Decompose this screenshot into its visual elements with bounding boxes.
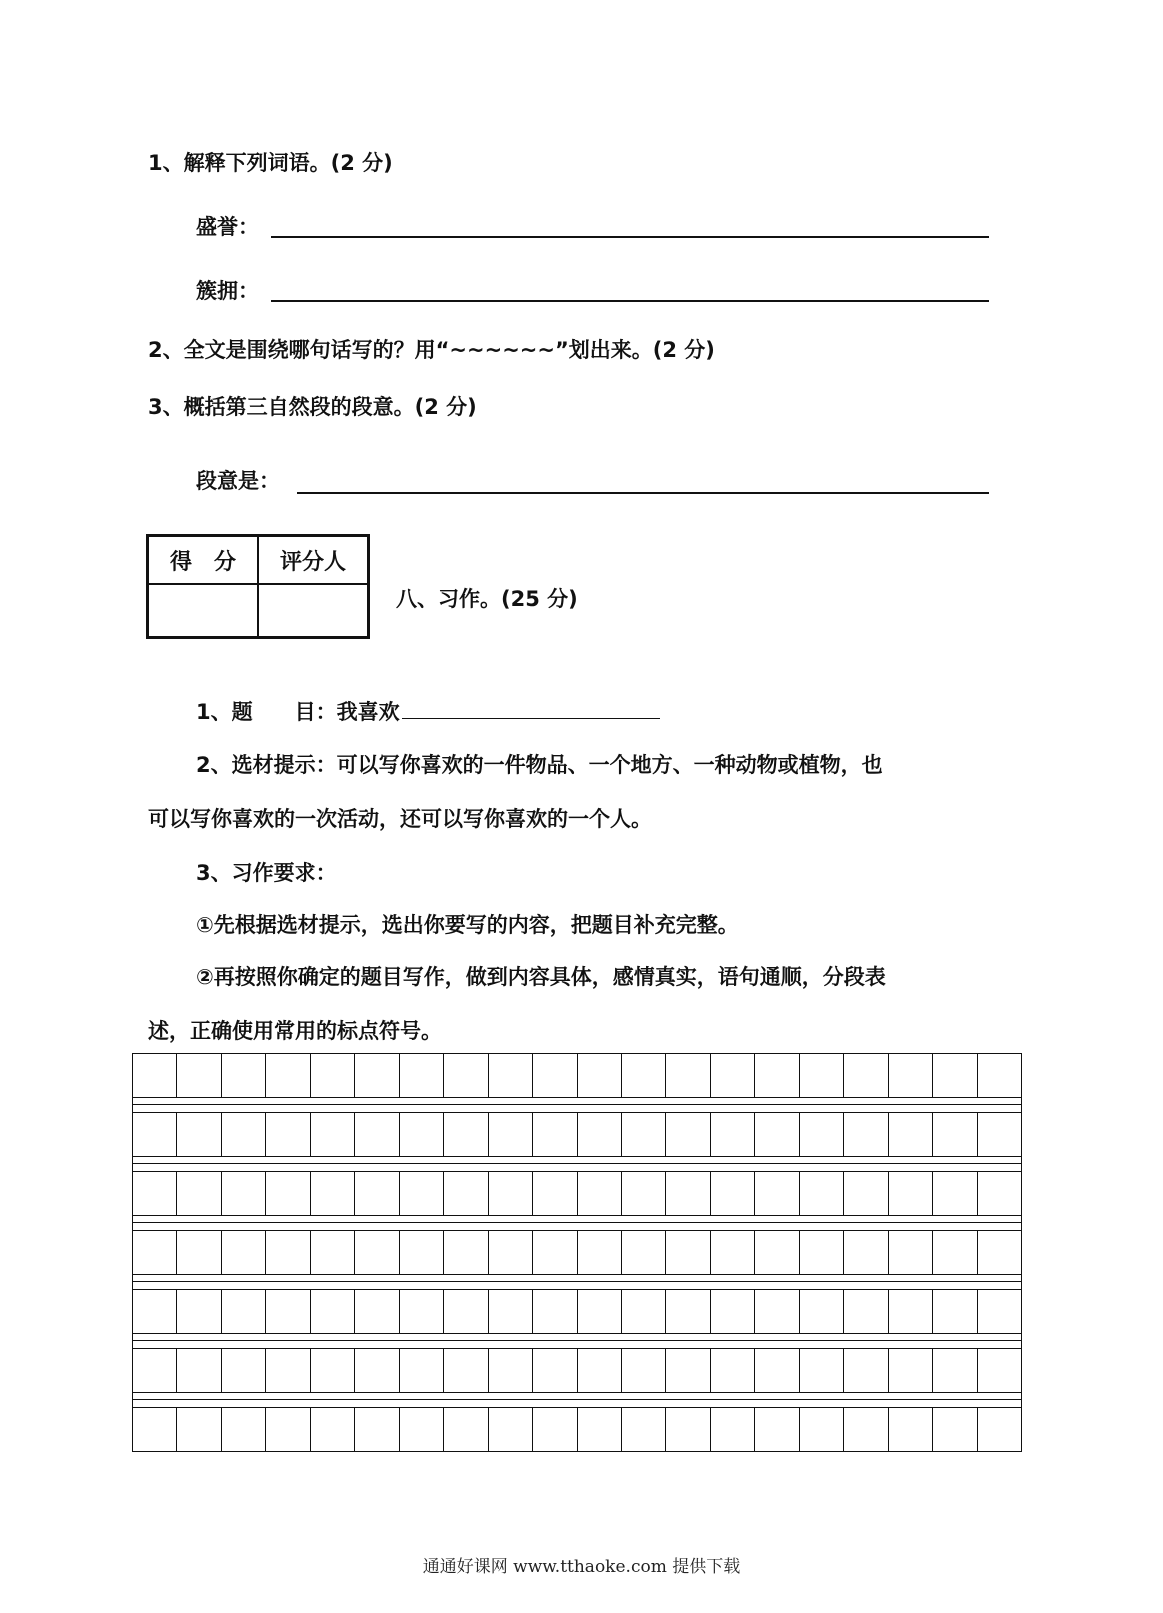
grid-cell[interactable]: [266, 1054, 310, 1097]
grid-cell[interactable]: [578, 1349, 622, 1392]
grid-cell[interactable]: [889, 1113, 933, 1156]
grid-cell[interactable]: [622, 1113, 666, 1156]
grid-cell[interactable]: [222, 1349, 266, 1392]
grid-cell[interactable]: [355, 1290, 399, 1333]
grid-cell[interactable]: [800, 1172, 844, 1215]
grid-cell[interactable]: [355, 1172, 399, 1215]
grid-cell[interactable]: [889, 1172, 933, 1215]
hint-line-1: 2、选材提示：可以写你喜欢的一件物品、一个地方、一种动物或植物，也: [196, 753, 883, 777]
grid-cell[interactable]: [755, 1172, 799, 1215]
grid-cell[interactable]: [177, 1408, 221, 1451]
grid-row: [132, 1112, 1022, 1157]
grid-cell[interactable]: [933, 1349, 977, 1392]
grid-cell[interactable]: [489, 1231, 533, 1274]
grid-cell[interactable]: [133, 1172, 177, 1215]
grid-cell[interactable]: [533, 1349, 577, 1392]
grid-cell[interactable]: [133, 1231, 177, 1274]
answer-line-paragraph[interactable]: [297, 492, 989, 494]
grid-cell[interactable]: [266, 1172, 310, 1215]
grid-cell[interactable]: [266, 1113, 310, 1156]
grid-cell[interactable]: [400, 1054, 444, 1097]
grid-cell[interactable]: [177, 1113, 221, 1156]
grid-row-separator: [132, 1157, 1022, 1171]
grid-cell[interactable]: [889, 1408, 933, 1451]
grid-cell[interactable]: [711, 1113, 755, 1156]
question-2: 2、全文是围绕哪句话写的？用“~~~~~~”划出来。(2 分): [148, 338, 715, 362]
grid-row-separator: [132, 1275, 1022, 1289]
grid-cell[interactable]: [444, 1349, 488, 1392]
grid-cell[interactable]: [978, 1231, 1021, 1274]
grid-cell[interactable]: [978, 1349, 1021, 1392]
grid-row: [132, 1289, 1022, 1334]
grid-cell[interactable]: [222, 1113, 266, 1156]
grid-cell[interactable]: [800, 1113, 844, 1156]
grid-cell[interactable]: [400, 1349, 444, 1392]
grid-cell[interactable]: [933, 1172, 977, 1215]
grid-cell[interactable]: [400, 1408, 444, 1451]
grid-cell[interactable]: [444, 1054, 488, 1097]
hint-line-2: 可以写你喜欢的一次活动，还可以写你喜欢的一个人。: [148, 807, 652, 831]
grid-cell[interactable]: [444, 1231, 488, 1274]
grid-cell[interactable]: [177, 1290, 221, 1333]
grid-cell[interactable]: [666, 1349, 710, 1392]
footer-credit: 通通好课网 www.tthaoke.com 提供下载: [422, 1557, 741, 1577]
grid-cell[interactable]: [266, 1408, 310, 1451]
grid-cell[interactable]: [666, 1290, 710, 1333]
grid-cell[interactable]: [533, 1231, 577, 1274]
grid-cell[interactable]: [844, 1290, 888, 1333]
grid-cell[interactable]: [755, 1231, 799, 1274]
grid-row: [132, 1053, 1022, 1098]
grid-row-separator: [132, 1334, 1022, 1348]
grid-cell[interactable]: [533, 1172, 577, 1215]
grid-cell[interactable]: [533, 1408, 577, 1451]
requirement-2-line-1: ②再按照你确定的题目写作，做到内容具体，感情真实，语句通顺，分段表: [196, 965, 886, 989]
grid-cell[interactable]: [444, 1408, 488, 1451]
grid-row-separator: [132, 1098, 1022, 1112]
grid-cell[interactable]: [177, 1231, 221, 1274]
grid-cell[interactable]: [978, 1408, 1021, 1451]
grid-cell[interactable]: [622, 1290, 666, 1333]
grid-cell[interactable]: [222, 1054, 266, 1097]
grid-cell[interactable]: [933, 1113, 977, 1156]
grid-cell[interactable]: [800, 1231, 844, 1274]
grid-cell[interactable]: [622, 1408, 666, 1451]
grid-cell[interactable]: [444, 1113, 488, 1156]
requirement-1: ①先根据选材提示，选出你要写的内容，把题目补充完整。: [196, 913, 739, 937]
section-title: 八、习作。(25 分): [396, 587, 578, 611]
grid-cell[interactable]: [844, 1113, 888, 1156]
grid-cell[interactable]: [844, 1054, 888, 1097]
grid-cell[interactable]: [711, 1290, 755, 1333]
grid-cell[interactable]: [222, 1231, 266, 1274]
grid-cell[interactable]: [800, 1054, 844, 1097]
grid-cell[interactable]: [666, 1054, 710, 1097]
grid-cell[interactable]: [400, 1172, 444, 1215]
grid-cell[interactable]: [533, 1290, 577, 1333]
grid-cell[interactable]: [889, 1231, 933, 1274]
grid-cell[interactable]: [578, 1113, 622, 1156]
grid-cell[interactable]: [311, 1054, 355, 1097]
grid-cell[interactable]: [133, 1054, 177, 1097]
grid-cell[interactable]: [133, 1408, 177, 1451]
grader-cell[interactable]: [258, 584, 369, 638]
grid-cell[interactable]: [311, 1172, 355, 1215]
grid-cell[interactable]: [844, 1408, 888, 1451]
writing-grid[interactable]: [132, 1053, 1022, 1452]
grid-cell[interactable]: [222, 1172, 266, 1215]
grid-cell[interactable]: [355, 1408, 399, 1451]
grid-cell[interactable]: [755, 1408, 799, 1451]
grid-cell[interactable]: [489, 1408, 533, 1451]
grid-cell[interactable]: [622, 1172, 666, 1215]
grid-row: [132, 1230, 1022, 1275]
grid-cell[interactable]: [177, 1172, 221, 1215]
grid-cell[interactable]: [489, 1290, 533, 1333]
grid-cell[interactable]: [622, 1054, 666, 1097]
grid-cell[interactable]: [711, 1408, 755, 1451]
grid-cell[interactable]: [666, 1408, 710, 1451]
grid-cell[interactable]: [755, 1054, 799, 1097]
grid-cell[interactable]: [978, 1113, 1021, 1156]
grid-cell[interactable]: [444, 1290, 488, 1333]
grid-cell[interactable]: [711, 1172, 755, 1215]
grid-cell[interactable]: [533, 1054, 577, 1097]
score-cell[interactable]: [148, 584, 259, 638]
grid-cell[interactable]: [355, 1054, 399, 1097]
grid-row-separator: [132, 1216, 1022, 1230]
grid-cell[interactable]: [622, 1349, 666, 1392]
grid-cell[interactable]: [978, 1054, 1021, 1097]
grid-cell[interactable]: [133, 1290, 177, 1333]
grid-cell[interactable]: [489, 1172, 533, 1215]
grid-cell[interactable]: [844, 1231, 888, 1274]
grid-cell[interactable]: [489, 1349, 533, 1392]
grid-cell[interactable]: [177, 1349, 221, 1392]
grid-cell[interactable]: [133, 1113, 177, 1156]
grid-cell[interactable]: [711, 1054, 755, 1097]
grid-cell[interactable]: [355, 1231, 399, 1274]
grid-cell[interactable]: [266, 1349, 310, 1392]
grid-cell[interactable]: [444, 1172, 488, 1215]
grid-cell[interactable]: [311, 1408, 355, 1451]
grid-cell[interactable]: [755, 1290, 799, 1333]
grid-cell[interactable]: [755, 1349, 799, 1392]
question-1: 1、解释下列词语。(2 分): [148, 151, 393, 175]
grid-cell[interactable]: [889, 1349, 933, 1392]
grid-cell[interactable]: [711, 1349, 755, 1392]
grid-cell[interactable]: [311, 1349, 355, 1392]
score-header: 得 分: [148, 536, 259, 585]
grid-cell[interactable]: [755, 1113, 799, 1156]
grid-cell[interactable]: [355, 1113, 399, 1156]
grid-cell[interactable]: [578, 1054, 622, 1097]
grid-cell[interactable]: [311, 1113, 355, 1156]
grid-cell[interactable]: [311, 1290, 355, 1333]
grid-cell[interactable]: [622, 1231, 666, 1274]
grid-cell[interactable]: [578, 1231, 622, 1274]
answer-line-shengyu[interactable]: [271, 236, 989, 238]
grid-cell[interactable]: [889, 1290, 933, 1333]
topic-label: 1、题 目：我喜欢: [196, 700, 400, 724]
topic-line: [196, 694, 660, 727]
topic-blank[interactable]: [402, 694, 660, 719]
grid-cell[interactable]: [355, 1349, 399, 1392]
grid-cell[interactable]: [177, 1054, 221, 1097]
grid-cell[interactable]: [400, 1113, 444, 1156]
grid-row-separator: [132, 1393, 1022, 1407]
word-label-shengyu: 盛誉：: [196, 215, 259, 239]
grid-cell[interactable]: [400, 1290, 444, 1333]
grid-cell[interactable]: [222, 1290, 266, 1333]
word-label-cuyong: 簇拥：: [196, 279, 259, 303]
grid-cell[interactable]: [266, 1231, 310, 1274]
grid-cell[interactable]: [533, 1113, 577, 1156]
grid-cell[interactable]: [933, 1054, 977, 1097]
grid-cell[interactable]: [666, 1113, 710, 1156]
grid-cell[interactable]: [666, 1231, 710, 1274]
grid-row: [132, 1348, 1022, 1393]
grid-cell[interactable]: [578, 1172, 622, 1215]
grid-cell[interactable]: [800, 1290, 844, 1333]
answer-line-cuyong[interactable]: [271, 300, 989, 302]
grid-cell[interactable]: [800, 1408, 844, 1451]
grid-cell[interactable]: [489, 1054, 533, 1097]
requirement-2-line-2: 述，正确使用常用的标点符号。: [148, 1019, 442, 1043]
paragraph-meaning-label: 段意是：: [196, 469, 280, 493]
grid-cell[interactable]: [889, 1054, 933, 1097]
grid-cell[interactable]: [933, 1231, 977, 1274]
grid-cell[interactable]: [978, 1290, 1021, 1333]
grid-cell[interactable]: [800, 1349, 844, 1392]
score-table: [146, 534, 370, 639]
grid-cell[interactable]: [933, 1290, 977, 1333]
grid-cell[interactable]: [844, 1172, 888, 1215]
grid-cell[interactable]: [978, 1172, 1021, 1215]
grid-row: [132, 1171, 1022, 1216]
requirements-label: 3、习作要求：: [196, 861, 337, 885]
grid-cell[interactable]: [666, 1172, 710, 1215]
grid-cell[interactable]: [578, 1408, 622, 1451]
grid-cell[interactable]: [933, 1408, 977, 1451]
grader-header: 评分人: [258, 536, 369, 585]
grid-cell[interactable]: [311, 1231, 355, 1274]
grid-cell[interactable]: [133, 1349, 177, 1392]
grid-row: [132, 1407, 1022, 1452]
grid-cell[interactable]: [266, 1290, 310, 1333]
grid-cell[interactable]: [400, 1231, 444, 1274]
grid-cell[interactable]: [844, 1349, 888, 1392]
grid-cell[interactable]: [711, 1231, 755, 1274]
grid-cell[interactable]: [489, 1113, 533, 1156]
grid-cell[interactable]: [222, 1408, 266, 1451]
question-3: 3、概括第三自然段的段意。(2 分): [148, 395, 477, 419]
grid-cell[interactable]: [578, 1290, 622, 1333]
